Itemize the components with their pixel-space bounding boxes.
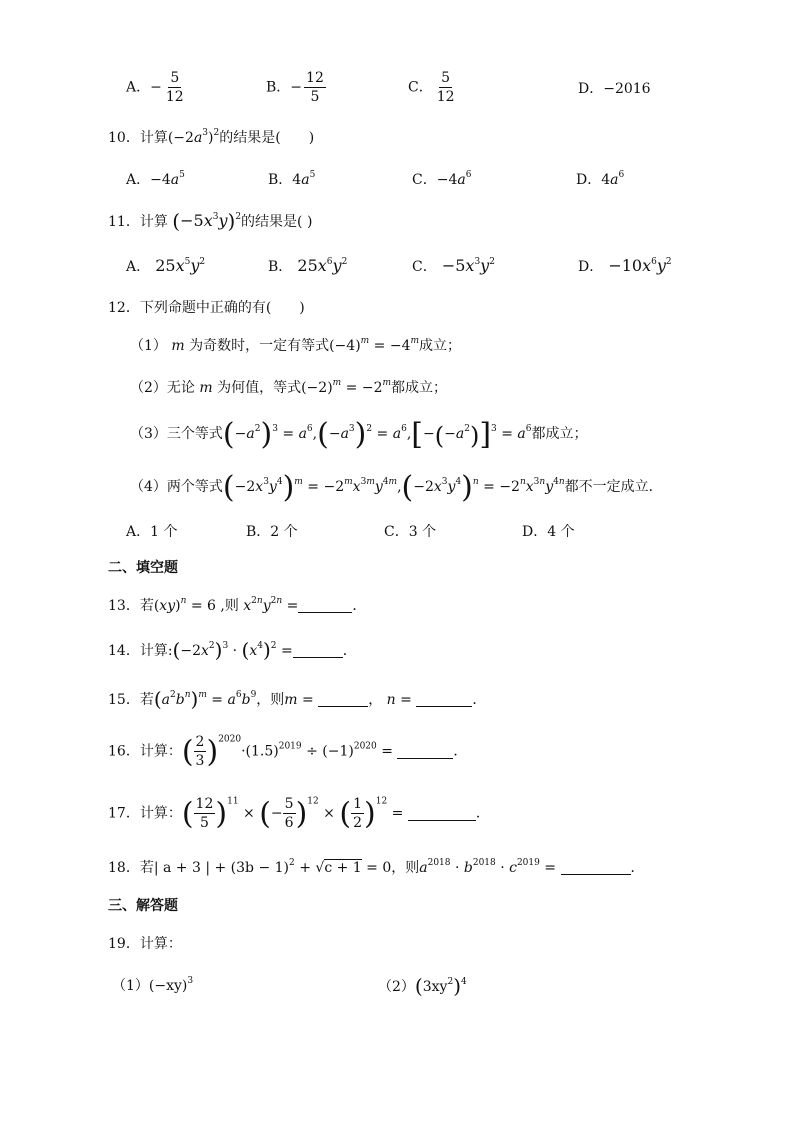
q12-option-b[interactable]: B．2 个	[246, 524, 298, 540]
q9-option-d[interactable]	[578, 78, 651, 98]
equals: =	[297, 692, 319, 708]
exponent: 2020	[353, 741, 377, 752]
option-label: C．	[408, 79, 433, 96]
question-text: ，则	[256, 692, 285, 708]
statement-text: 为何值，等式	[212, 380, 302, 396]
times: ×	[238, 805, 260, 822]
numerator: 5	[441, 70, 451, 86]
option-coef: 4	[292, 172, 302, 188]
var-m: m	[199, 380, 213, 396]
var-x: x	[317, 256, 327, 275]
fraction	[194, 734, 207, 769]
denominator: 3	[195, 753, 205, 769]
expr: (−xy)	[148, 978, 188, 994]
statement-text: 为奇数时，一定有等式	[184, 338, 330, 354]
statement-label: （1）	[130, 338, 172, 354]
q12-option-a[interactable]: A．1 个	[126, 524, 178, 540]
option-label: C．	[412, 259, 437, 275]
exponent: m	[410, 336, 420, 346]
option-label: B．	[268, 259, 293, 275]
question-text: ．	[453, 743, 468, 760]
fraction	[435, 70, 457, 105]
expr: (−4)	[329, 338, 361, 354]
q11-option-d[interactable]	[578, 256, 672, 277]
numerator: 1	[353, 796, 363, 812]
q10-option-d[interactable]	[576, 170, 624, 190]
exponent: 2020	[218, 734, 242, 745]
dot: ·	[450, 860, 464, 876]
q12-statement-4: （4）两个等式$(-2x^3y^4)^m = -2^mx^{3m}y^{4m},(-2x^3y^4)^n = -2^nx^{3n}y^{4n}$都不一定成立．	[130, 470, 663, 505]
q12-statement-2	[130, 378, 447, 398]
expr: = −2	[341, 380, 383, 396]
var-y: y	[218, 211, 228, 230]
question-prefix: 18．若	[108, 860, 154, 876]
question-text: = 6 ,则	[186, 598, 244, 614]
option-coef: −5	[441, 256, 466, 275]
var-a: a	[610, 172, 619, 188]
question-16: 16．计算：( $\frac{2}{3}$ )$^{2020}\cdot(1.5)^{2019} \div (-1)^{2020}$ = ．	[108, 734, 468, 770]
var-y: y	[480, 256, 490, 275]
denominator: 5	[310, 89, 320, 105]
exponent: 12	[375, 796, 388, 807]
exponent: 2	[199, 257, 206, 267]
question-17: 17．计算：( $\frac{12}{5}$ )$^{11}$ × (− $\frac{5}{6}$ )$^{12}$ × ( $\frac{1}{2}$ )$^{12}$ = ．	[108, 796, 490, 832]
denominator: 2	[353, 815, 363, 831]
option-coef: −4	[150, 172, 171, 188]
option-label: C．	[412, 172, 437, 188]
exponent: 2018	[427, 858, 451, 868]
expr: ÷ (−1)	[301, 743, 354, 760]
statement-text: 成立；	[419, 338, 462, 354]
var-b: b	[463, 860, 473, 876]
section-title-fill-in: 二、填空题	[108, 560, 178, 576]
q11-option-a[interactable]	[126, 256, 205, 277]
statement-text: 都成立；	[531, 426, 588, 442]
question-prefix: 15．若	[108, 692, 154, 708]
exponent: 5	[309, 170, 316, 180]
exponent: 2019	[516, 858, 540, 868]
question-11	[108, 211, 312, 232]
exponent: 2	[665, 257, 672, 267]
question-13: 13．若(xy)$^n$ = 6 ,则 $x^{2n}y^{2n}$ = ．	[108, 596, 367, 614]
numerator: 2	[195, 734, 205, 750]
q10-option-a[interactable]	[126, 170, 185, 190]
sqrt-radicand: c + 1	[324, 860, 362, 876]
answer-blank[interactable]	[293, 643, 343, 658]
separator: ，	[368, 692, 383, 708]
answer-blank[interactable]	[298, 598, 352, 613]
exponent: 3	[187, 976, 194, 986]
expr: (−2	[167, 130, 194, 146]
equals: =	[387, 805, 408, 822]
sqrt-sign: √	[315, 860, 325, 876]
equals: =	[395, 692, 417, 708]
var-n: n	[386, 692, 396, 708]
expr: (−2)	[301, 380, 333, 396]
exponent: 12	[307, 796, 319, 807]
numerator: 12	[306, 70, 324, 86]
q19-part-1	[112, 976, 193, 996]
question-text: ．	[475, 805, 490, 822]
q10-option-b[interactable]	[268, 170, 315, 190]
question-prefix: 11．计算	[108, 214, 168, 230]
exponent: 4	[461, 977, 467, 987]
var-a: a	[419, 860, 428, 876]
option-coef: 25	[297, 256, 318, 275]
option-label: A．	[126, 79, 151, 96]
question-text: = 0，则	[361, 860, 420, 876]
paren: )	[208, 130, 214, 146]
var-a: a	[193, 130, 203, 146]
coef: −5	[180, 211, 204, 230]
fraction	[351, 796, 364, 831]
statement-label: （2）无论	[130, 380, 200, 396]
exponent: 2	[341, 257, 348, 267]
question-text: ．	[472, 692, 487, 708]
equals: =	[539, 860, 561, 876]
var-y: y	[190, 256, 200, 275]
exponent: 2	[447, 977, 454, 987]
exponent: 2	[489, 257, 495, 267]
q9-option-b[interactable]	[266, 70, 328, 105]
var-y: y	[332, 256, 342, 275]
q12-option-c[interactable]: C．3 个	[384, 524, 437, 540]
exponent: 5	[179, 170, 185, 180]
var-a: a	[170, 172, 180, 188]
exponent: 6	[465, 170, 472, 180]
exponent: 2	[213, 128, 220, 138]
fraction	[283, 796, 296, 831]
option-label: A．	[126, 172, 151, 188]
question-prefix: 16．计算：	[108, 743, 182, 760]
question-19: 19．计算：	[108, 936, 182, 952]
var-a: a	[301, 172, 310, 188]
q9-option-c[interactable]	[408, 70, 459, 105]
expr: = −4	[369, 338, 411, 354]
q12-statement-3: （3）三个等式$(-a^2)^3 = a^6,(-a^3)^2 = a^6,[-(-a^2)]^3 = a^6$都成立；	[130, 417, 588, 452]
var-x: x	[175, 256, 185, 275]
option-label: D．	[578, 259, 604, 275]
answer-blank-m[interactable]	[318, 692, 368, 707]
option-coef: −4	[436, 172, 458, 188]
q19-part-2: $(2)(3xy^2)^4$	[378, 974, 467, 998]
var-m: m	[284, 692, 298, 708]
answer-blank[interactable]	[408, 806, 476, 821]
denominator: 5	[200, 815, 209, 831]
question-prefix: 14．计算:	[108, 643, 173, 659]
part-label: （2）	[378, 979, 415, 995]
statement-text: 都成立；	[391, 380, 448, 396]
question-15: 15．若$(a^2b^n)^m = a^6b^9$，则m = ， n = ．	[108, 687, 487, 711]
question-12: 12．下列命题中正确的有( )	[108, 300, 305, 316]
answer-blank[interactable]	[397, 744, 453, 759]
option-label: B．	[266, 79, 291, 96]
exponent: 5	[184, 257, 191, 267]
exponent: 2019	[278, 741, 302, 752]
denominator: 12	[165, 89, 184, 105]
question-18	[108, 858, 645, 878]
plus: +	[294, 860, 316, 876]
answer-blank[interactable]	[561, 860, 631, 875]
exponent: 6	[618, 170, 625, 180]
var-m: m	[171, 338, 185, 354]
exponent: 2	[235, 212, 242, 222]
var-x: x	[465, 256, 475, 275]
option-sign: −	[290, 79, 303, 96]
q12-option-d[interactable]: D．4 个	[522, 524, 575, 540]
exponent: m	[332, 378, 342, 388]
q10-option-c[interactable]	[412, 170, 471, 190]
option-coef: 4	[601, 172, 611, 188]
exponent: m	[382, 378, 392, 388]
option-coef: −10	[608, 256, 643, 275]
expr: 3xy	[422, 979, 448, 995]
question-prefix: 10．计算	[108, 130, 168, 146]
question-14: 14．计算$:(-2x^2)^3 \cdot (x^4)^2$ = ．	[108, 638, 357, 662]
option-coef: 25	[155, 256, 176, 275]
exponent: 6	[651, 257, 657, 267]
question-suffix: 的结果是( )	[219, 130, 315, 146]
numerator: 5	[284, 796, 294, 812]
numerator: 5	[170, 70, 180, 86]
fraction	[164, 70, 186, 105]
exponent: 3	[202, 128, 209, 138]
exponent: 2018	[472, 858, 496, 868]
equals: =	[376, 743, 398, 760]
option-label: D．	[578, 81, 604, 97]
numerator: 12	[195, 796, 214, 812]
denominator: 12	[436, 89, 455, 105]
question-prefix: 13．若	[108, 598, 154, 614]
option-sign: −	[150, 79, 162, 96]
exponent: 3	[474, 257, 481, 267]
fraction	[304, 70, 326, 105]
part-label: （1）	[112, 978, 149, 994]
option-label: D．	[576, 172, 602, 188]
option-label: A．	[126, 259, 151, 275]
q11-option-c[interactable]	[412, 256, 495, 277]
question-text: ．	[630, 860, 645, 876]
q9-option-a[interactable]	[126, 70, 188, 105]
expr: | a + 3 | + (3b − 1)	[153, 860, 290, 876]
var-x: x	[203, 211, 213, 230]
q12-statement-1	[130, 336, 461, 356]
fraction	[194, 796, 216, 831]
paren: )	[227, 209, 236, 233]
exponent: 11	[227, 796, 239, 807]
var-a: a	[457, 172, 466, 188]
question-prefix: 17．计算：	[108, 805, 182, 822]
var-x: x	[642, 256, 652, 275]
exponent: 6	[326, 257, 333, 267]
var-y: y	[656, 256, 666, 275]
section-title-solve: 三、解答题	[108, 898, 178, 914]
question-suffix: 的结果是( )	[241, 214, 313, 230]
statement-text: 都不一定成立．	[564, 479, 663, 495]
paren: (	[172, 209, 181, 233]
option-value: −2016	[603, 81, 651, 97]
denominator: 6	[284, 815, 294, 831]
expr: ·(1.5)	[241, 743, 279, 760]
var-c: c	[509, 860, 517, 876]
exponent: 3	[212, 212, 219, 222]
q11-option-b[interactable]	[268, 256, 347, 277]
exponent: m	[360, 336, 370, 346]
dot: ·	[495, 860, 510, 876]
times: ×	[318, 805, 340, 822]
question-text: ．	[342, 643, 357, 659]
exponent: 2	[289, 858, 295, 868]
option-label: B．	[268, 172, 293, 188]
statement-label: （4）两个等式	[130, 479, 223, 495]
statement-label: （3）三个等式	[130, 426, 223, 442]
answer-blank-n[interactable]	[416, 692, 472, 707]
question-10	[108, 128, 314, 148]
question-text: ．	[352, 598, 367, 614]
